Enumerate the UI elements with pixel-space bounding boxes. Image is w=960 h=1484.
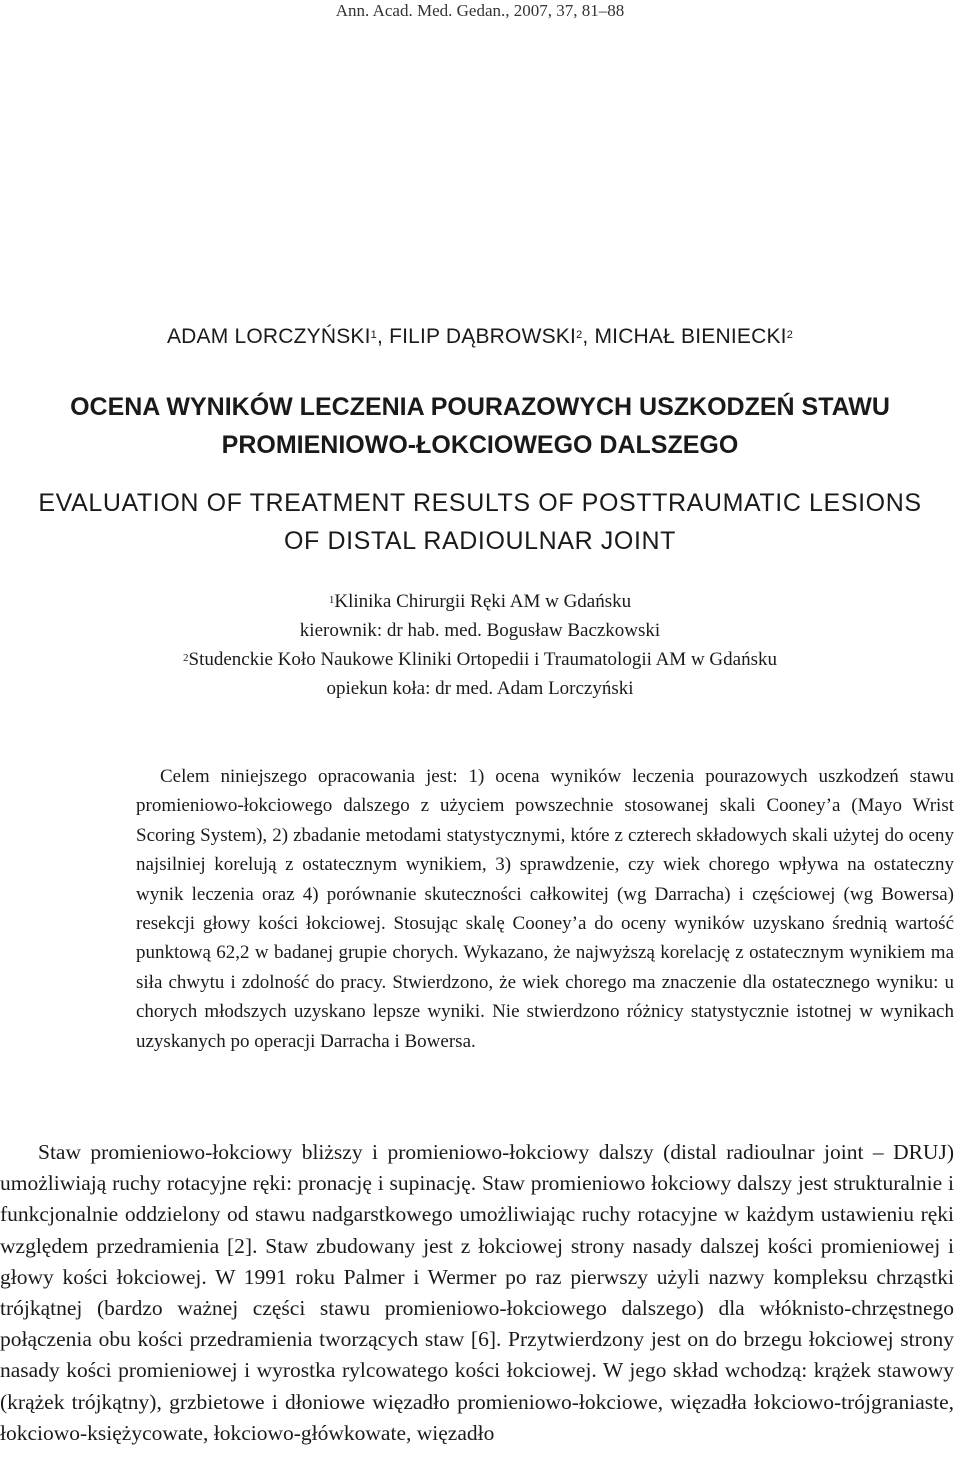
title-polish-line: PROMIENIOWO-ŁOKCIOWEGO DALSZEGO (221, 431, 739, 459)
author-affiliation-mark: 1 (370, 329, 377, 341)
title-english-line: OF DISTAL RADIOULNAR JOINT (283, 527, 677, 555)
affiliation-text: Studenckie Koło Naukowe Kliniki Ortopedii i Traumatologii AM w Gdańsku (188, 649, 777, 670)
title-english (0, 484, 960, 560)
affiliation-line (0, 616, 960, 645)
abstract-paragraph: Celem niniejszego opracowania jest: 1) ocena wyników leczenia pourazowych uszkodzeń stawu promieniowo-łokciowego dalszego z użyciem powszechnie stosowanej skali Cooney’a (Mayo Wrist Scoring System), 2) zbadanie metodami statystycznymi, które z czterech składowych skali użytej do oceny najsilniej korelują z ostatecznym wynikiem, 3) sprawdzenie, czy wiek chorego wpływa na ostateczny wynik leczenia oraz 4) porównanie skuteczności całkowitej (wg Darracha) i częściowej (wg Bowersa) resekcji głowy kości łokciowej. Stosując skalę Cooney’a do oceny wyników uzyskano średnią wartość punktową 62,2 w badanej grupie chorych. Wykazano, że najwyższą korelację z ostatecznym wynikiem ma siła chwytu i zdolność do pracy. Stwierdzono, że wiek chorego ma znaczenie dla ostatecznego wyniku: u chorych młodszych uzyskano lepsze wyniki. Nie stwierdzono różnicy statystycznie istotnej w wynikach uzyskanych po operacji Darracha i Bowersa. (136, 766, 954, 1052)
author-separator: , (582, 325, 595, 348)
author-list (0, 322, 960, 352)
affiliation-line (0, 645, 960, 674)
affiliation-line (0, 674, 960, 703)
author-name: FILIP DĄBROWSKI (389, 325, 577, 348)
author-affiliation-mark: 2 (786, 329, 794, 341)
title-polish-line: OCENA WYNIKÓW LECZENIA POURAZOWYCH USZKODZEŃ STAWU (70, 393, 890, 421)
body-text (0, 1137, 954, 1449)
affiliation-text: kierownik: dr hab. med. Bogusław Baczkowski (299, 620, 661, 641)
title-polish (0, 388, 960, 464)
journal-reference: Ann. Acad. Med. Gedan., 2007, 37, 81–88 (335, 1, 625, 20)
affiliations (0, 587, 960, 703)
affiliation-text: opiekun koła: dr med. Adam Lorczyński (326, 678, 634, 699)
affiliation-mark: 1 (328, 594, 335, 606)
body-paragraph: Staw promieniowo-łokciowy bliższy i promieniowo-łokciowy dalszy (distal radioulnar joint – DRUJ) umożliwiają ruchy rotacyjne ręki: pronację i supinację. Staw promieniowo łokciowy dalszy jest strukturalnie i funkcjonalnie oddzielony od stawu nadgarstkowego umożliwiając ruchy rotacyjne w każdym ustawieniu ręki względem przedramienia [2]. Staw zbudowany jest z łokciowej strony nasady dalszej kości promieniowej i głowy kości łokciowej. W 1991 roku Palmer i Wermer po raz pierwszy użyli nazwy kompleksu chrząstki trójkątnej (bardzo ważnej części stawu promieniowo-łokciowego dalszego) dla włóknisto-chrzęstnego połączenia obu kości przedramienia tworzących staw [6]. Przytwierdzony jest on do brzegu łokciowej strony nasady kości promieniowej i wyrostka rylcowatego kości łokciowej. W jego skład wchodzą: krążek stawowy (krążek trójkątny), grzbietowe i dłoniowe więzadło promieniowo-łokciowe, więzadła łokciowo-trójgraniaste, łokciowo-księżycowate, łokciowo-główkowate, więzadło (0, 1140, 954, 1445)
abstract (136, 762, 954, 1056)
title-english-line: EVALUATION OF TREATMENT RESULTS OF POSTTRAUMATIC LESIONS (38, 489, 922, 517)
author-name: ADAM LORCZYŃSKI (166, 325, 371, 348)
affiliation-text: Klinika Chirurgii Ręki AM w Gdańsku (334, 591, 632, 612)
affiliation-line (0, 587, 960, 616)
affiliation-mark: 2 (183, 652, 189, 664)
author-affiliation-mark: 2 (576, 329, 583, 341)
author-separator: , (376, 325, 390, 348)
author-name: MICHAŁ BIENIECKI (594, 325, 787, 348)
